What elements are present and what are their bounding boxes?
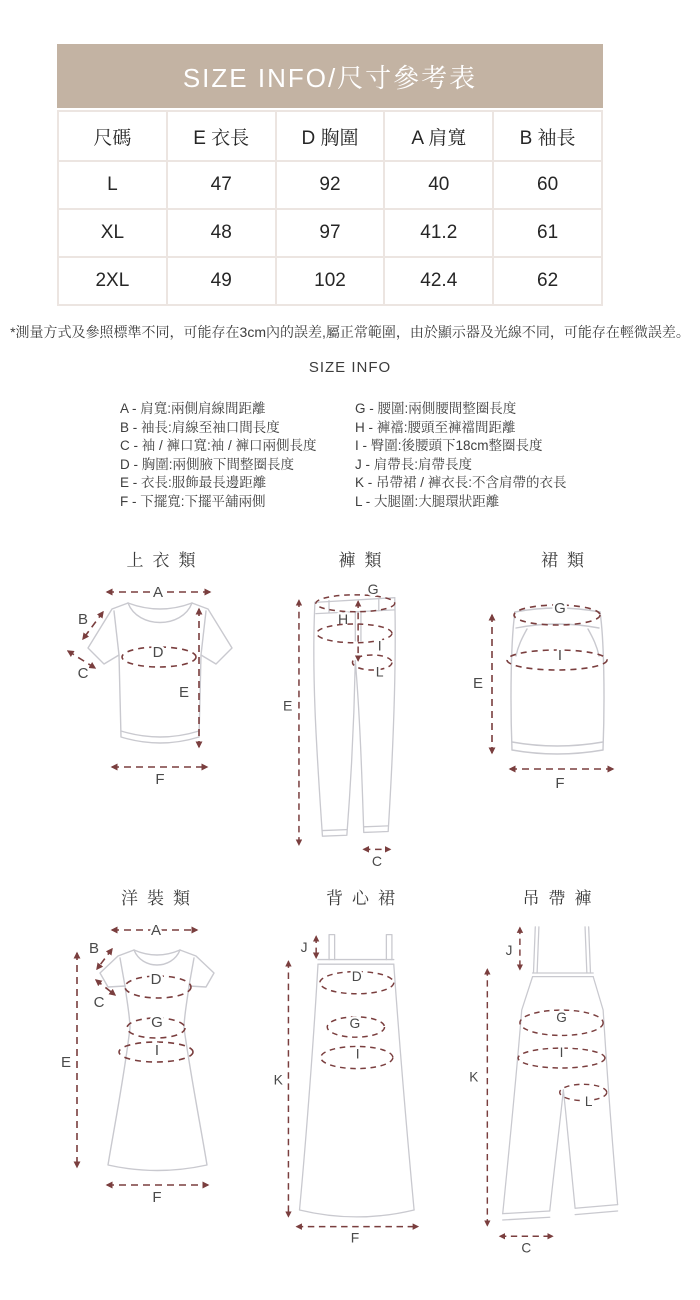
pants-outline xyxy=(314,598,395,837)
pants-diagram xyxy=(280,577,440,870)
table-row xyxy=(58,209,602,257)
table-row xyxy=(58,161,602,209)
measure-label-i: I xyxy=(557,647,563,664)
value-cell: 60 xyxy=(493,161,602,209)
legend-item: I - 臀圍:後腰頭下18cm整圈長度 xyxy=(355,438,543,454)
column-header-size: 尺碼 xyxy=(58,111,167,161)
measure-label-a: A xyxy=(150,922,162,939)
measurement-note: *測量方式及參照標準不同，可能存在3cm內的誤差,屬正常範圍，由於顯示器及光線不同，可能存在輕微誤差。 xyxy=(10,324,690,340)
measure-label-j: J xyxy=(300,939,308,956)
legend-item: A - 肩寬:兩側肩線間距離 xyxy=(120,401,266,416)
measure-label-e: E xyxy=(60,1054,72,1071)
dress-diagram xyxy=(58,908,253,1208)
size-table-header-bar xyxy=(57,44,603,108)
value-cell: 49 xyxy=(167,257,276,305)
value-cell: 102 xyxy=(276,257,385,305)
value-cell: 97 xyxy=(276,209,385,257)
size-cell: 2XL xyxy=(58,257,167,305)
measure-label-j: J xyxy=(505,942,513,958)
value-cell: 41.2 xyxy=(384,209,493,257)
measure-label-i: I xyxy=(355,1045,360,1062)
measure-label-h: H xyxy=(338,610,349,627)
measure-line-sleeve xyxy=(97,949,112,969)
value-cell: 62 xyxy=(493,257,602,305)
measure-label-d: D xyxy=(351,967,362,984)
measure-label-e: E xyxy=(472,675,484,692)
measure-label-g: G xyxy=(367,580,379,597)
column-header-shoulder: A 肩寬 xyxy=(384,111,493,161)
measure-label-d: D xyxy=(150,971,162,988)
legend-right-column xyxy=(355,400,567,512)
size-table-header-row xyxy=(58,111,602,161)
legend-item: G - 腰圍:兩側腰間整圈長度 xyxy=(355,401,517,416)
legend-item: F - 下擺寬:下擺平舖兩側 xyxy=(120,493,266,509)
measure-label-f: F xyxy=(155,771,165,788)
measure-label-b: B xyxy=(88,940,100,957)
tshirt-outline xyxy=(88,603,232,743)
legend-item: E - 衣長:服飾最長邊距離 xyxy=(120,475,267,491)
measure-label-d: D xyxy=(152,644,164,661)
size-cell: XL xyxy=(58,209,167,257)
column-header-bust: D 胸圍 xyxy=(276,111,385,161)
legend-item: B - 袖長:肩線至袖口間長度 xyxy=(120,419,280,435)
section-title-vest-dress: 背心裙 xyxy=(326,889,404,908)
measure-label-k: K xyxy=(273,1071,283,1088)
table-row xyxy=(58,257,602,305)
measure-label-g: G xyxy=(556,1009,567,1025)
legend-item: J - 肩帶長:肩帶長度 xyxy=(355,456,472,472)
tops-diagram xyxy=(66,575,256,790)
legend-item: H - 褲襠:腰頭至褲襠間距離 xyxy=(355,419,516,435)
column-header-length: E 衣長 xyxy=(167,111,276,161)
column-header-sleeve: B 袖長 xyxy=(493,111,602,161)
value-cell: 48 xyxy=(167,209,276,257)
measure-label-f: F xyxy=(152,1189,162,1206)
value-cell: 47 xyxy=(167,161,276,209)
value-cell: 42.4 xyxy=(384,257,493,305)
size-cell: L xyxy=(58,161,167,209)
section-title-pants: 褲類 xyxy=(338,551,391,570)
value-cell: 92 xyxy=(276,161,385,209)
legend-item: L - 大腿圍:大腿環狀距離 xyxy=(355,493,500,509)
measure-label-c: C xyxy=(93,994,105,1011)
measure-label-g: G xyxy=(151,1014,163,1031)
measure-label-c: C xyxy=(371,853,382,870)
measure-label-a: A xyxy=(152,584,164,601)
measure-ellipse-waist xyxy=(316,595,395,612)
section-title-tops: 上衣類 xyxy=(126,551,205,570)
measure-label-e: E xyxy=(282,697,293,714)
measure-label-k: K xyxy=(469,1069,479,1085)
size-info-heading: SIZE INFO xyxy=(308,359,392,376)
measure-label-l: L xyxy=(375,663,384,680)
legend-item: D - 胸圍:兩側腋下間整圈長度 xyxy=(120,456,294,472)
measure-label-i: I xyxy=(377,637,382,654)
measure-ellipse-thigh xyxy=(560,1084,607,1100)
overalls-diagram xyxy=(462,915,652,1259)
measure-label-b: B xyxy=(77,611,89,628)
measure-ellipse-thigh xyxy=(352,655,391,670)
measure-label-e: E xyxy=(178,684,190,701)
vest-dress-diagram xyxy=(268,918,453,1246)
measure-label-i: I xyxy=(154,1042,160,1059)
legend-item: K - 吊帶裙 / 褲衣長:不含肩帶的衣長 xyxy=(355,475,567,491)
measure-label-c: C xyxy=(521,1240,532,1256)
measure-label-g: G xyxy=(554,600,566,617)
size-table xyxy=(57,110,603,306)
skirts-diagram xyxy=(470,578,655,793)
page-title: SIZE INFO/尺寸參考表 xyxy=(182,62,478,93)
measure-label-f: F xyxy=(555,775,565,792)
value-cell: 61 xyxy=(493,209,602,257)
section-title-skirts: 裙類 xyxy=(541,551,593,570)
measure-label-g: G xyxy=(349,1014,361,1031)
legend-left-column xyxy=(120,400,317,512)
value-cell: 40 xyxy=(384,161,493,209)
section-title-dress: 洋裝類 xyxy=(121,889,199,908)
skirt-outline xyxy=(511,608,604,754)
measure-label-f: F xyxy=(350,1229,360,1246)
measure-label-l: L xyxy=(584,1094,593,1109)
section-title-overalls: 吊帶褲 xyxy=(522,889,601,908)
overalls-outline xyxy=(503,927,618,1220)
measure-label-c: C xyxy=(77,665,89,682)
legend-item: C - 袖 / 褲口寬:袖 / 褲口兩側長度 xyxy=(120,438,317,454)
measure-label-i: I xyxy=(559,1045,564,1061)
